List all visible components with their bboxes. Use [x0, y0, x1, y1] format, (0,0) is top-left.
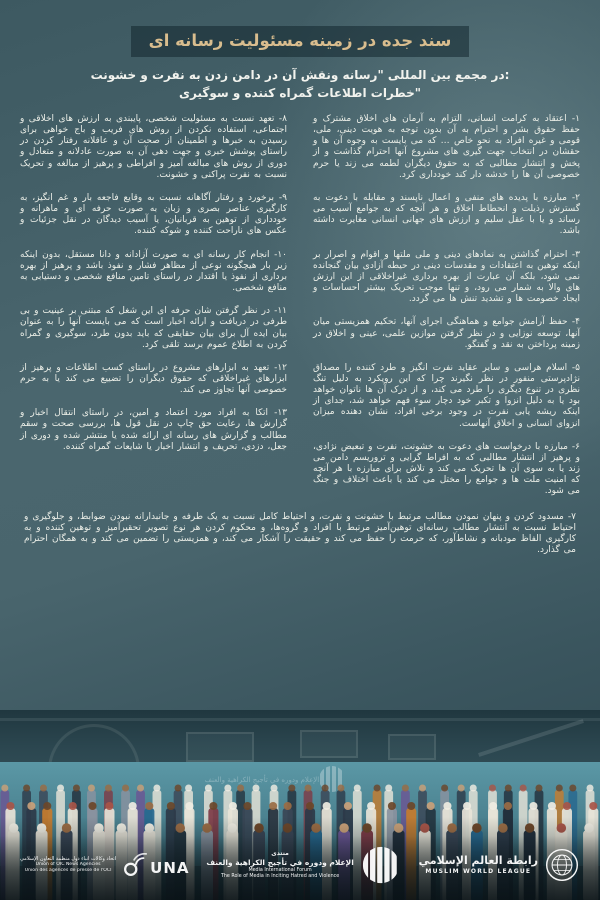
doc-item-2: ۲- مبارزه با پدیده های منفی و اعمال ناپسند و مقابله با دعوت به گسترش رذیلت و انحطاط اخلاق و هر آنچه که به جوامع آسیب می رساند و یا با عقل سلیم و ارزش های جهانی انسانی مغایرت داشته باشد. — [313, 192, 580, 237]
una-logo-block — [20, 853, 190, 877]
column-left-items-8-13 — [20, 114, 287, 510]
mwl-logo-block — [419, 847, 580, 883]
doc-item-9: ۹- برخورد و رفتار آگاهانه نسبت به وقایع فاجعه بار و غم انگیز، به کارگیری عناصر بصری و زبان به صورت حرفه ای و ماهرانه و خودداری از توهین به قربانیان، یا آسیب دیدگان در نقل جزئیات و عکس های ناراحت کننده و شوکه کننده. — [20, 192, 287, 237]
page-subtitle — [0, 66, 600, 102]
doc-item-7: ۷- مسدود کردن و پنهان نمودن مطالب مرتبط با خشونت و نفرت، و احتیاط کامل نسبت به یک طرفه و جانبدارانه نبودن ضوابط، و جلوگیری و احتیاط نسبت به انتشار مطالب رسانه‌ای توهین‌آمیز مرتبط با افراد و گروه‌ها، و محکوم کردن هر نوع تصویر تحقیرآمیز و توهین کننده و به کارگیری الفاظ مودبانه و نشاط‌آور، که حرمت را حفظ می کند و حقیقت را آشکار می کند، و همزیستی را تضمین می کند و به همگان احترام می گذارد. — [24, 511, 576, 555]
doc-item-10: ۱۰- انجام کار رسانه ای به صورت آزادانه و دانا مستقل، بدون اینکه زیر بار هیچگونه نوعی از مظاهر فشار و نفوذ باشد و پرهیز از بهره برداری از نفوذ یا اقتدار در راستای تامین منافع شخصی و دستیابی به منافع شخصی. — [20, 249, 287, 294]
subtitle-line-2: خطرات اطلاعات گمراه کننده و سوگیری" — [178, 86, 422, 100]
doc-item-1: ۱- اعتقاد به کرامت انسانی، التزام به آرمان های اخلاق مشترک و حفظ حقوق بشر و احترام به آن بدون توجه به هویت دینی، ملی، قومی و غیره افراد به نحو خاص … که می بایست به وجوه آن ها و حقشان در انتخاب جهت گیری های مشروع آنها احترام گذاشت و از پخش و انتشار مطالبی که به حقوق دیگران لطمه می زند یا حرم خصوصی آن ها را خدشه دار کند خودداری کرد. — [313, 114, 580, 180]
doc-item-3: ۳- احترام گذاشتن به نمادهای دینی و ملی ملتها و اقوام و اصرار بر اینکه توهین به اعتقادات و مقدسات دینی در حیطه آزادی بیان گنجانده نمی شود، بلکه آن عبارت از بهره برداری غیراخلاقی از این ارزش های والا به شمار می رود، و تنها موجب تحریک بیشتر احساسات و ایجاد خصومت ها و تشدید تنش ها می گردد. — [313, 249, 580, 305]
conference-photo — [0, 710, 600, 900]
forum-english-subtitle: The Role of Media in Inciting Hatred and Violence — [220, 873, 340, 879]
organizer-logos-strip — [0, 836, 600, 900]
doc-item-11: ۱۱- در نظر گرفتن شان حرفه ای این شغل که مبتنی بر عینیت و بی طرفی در دریافت و ارائه اخبار است که می بایست آنها را به عنوان بیان ایده آل برای بیان حقایقی که باید بدون طرد، سوگیری و گمراه کردن به اطلاع عموم برسد تلقی کرد. — [20, 306, 287, 350]
wall-frame — [300, 730, 358, 758]
forum-english-title: Media International Forum — [248, 867, 312, 873]
forum-striped-globe-icon — [360, 844, 402, 886]
doc-item-7-fullwidth — [0, 510, 600, 557]
una-wordmark: UNA — [150, 859, 190, 877]
header — [0, 0, 600, 102]
forum-logo-block — [206, 844, 402, 886]
group-photo — [0, 762, 600, 900]
mwl-english-name: MUSLIM WORLD LEAGUE — [425, 868, 532, 876]
wall-frame — [186, 732, 254, 762]
doc-item-4: ۴- حفظ آرامش جوامع و هماهنگی اجرای آنها، تحکیم همزیستی میان آنها، توسعه نوزایی و در نظر گرفتن موازین علمی، عینی و اخلاق در زمینه پرداختن به نقد و گفتگو. — [313, 317, 580, 350]
doc-item-6: ۶- مبارزه با درخواست های دعوت به خشونت، نفرت و تبعیض نژادی، و پرهیز از انتشار مطالبی که به افراط گرایی و تروریسم دامن می زند یا به سوی آن ها تحریک می کند و تلاش برای مبارزه با هر آنچه که امنیت ملت ها و جوامع را مختل می کند یا باعث اختلاف و جنگ می شود. — [313, 441, 580, 497]
mwl-emblem-icon — [544, 847, 580, 883]
page-title: سند جده در زمینه مسئولیت رسانه ای — [131, 26, 470, 57]
forum-arabic-subtitle: الإعلام ودوره في تأجيج الكراهية والعنف — [206, 857, 354, 867]
column-right-items-1-6 — [313, 114, 580, 510]
hall-interior-image — [0, 710, 600, 762]
doc-item-5: ۵- اسلام هراسی و سایر عقاید نفرت انگیز و طرد کننده را مصداق نژادپرستی منفور در نظر نگیرند چرا که این رویکرد به دلیل تنگ نظری در تنوع دیگری را طرد می کند، و از درک آن ها ناتوان خواهد بود یا به دلیل انزوا و تکبر خود دچار سوء فهم خواهد شد، جدای از اینکه ریشه یابی نفرت در وجود برخی افراد، نشان دهنده میزان انزوای انسانی و اخلاق آنهاست. — [313, 362, 580, 429]
backdrop-banner-text: الإعلام ودوره في تأجيج الكراهية والعنف — [204, 776, 320, 784]
subtitle-line-1: در مجمع بین المللی "رسانه ونقش آن در دامن زدن به نفرت و خشونت: — [90, 68, 510, 82]
wall-frame — [388, 734, 436, 760]
una-logo — [122, 853, 189, 877]
satellite-dish-icon — [122, 853, 148, 877]
una-english-name: Union of OIC News Agencies — [35, 862, 101, 868]
doc-item-8: ۸- تعهد نسبت به مسئولیت شخصی، پایبندی به ارزش های اخلاقی و اجتماعی، استفاده نکردن از روش های فریب و باج خواهی برای رسیدن به خبرها و اطمینان از صحت آن و عاقلانه رفتار کردن در راستای پوشش خبری و جهت دهی آن به صورت عادلانه و متعادل و دوری از روش های مبالغه آمیز و افراطی و پرهیز از مبالغه و تحریک نسبت به نفرت پراکنی و خشونت. — [20, 114, 287, 180]
una-french-name: Union des agences de presse de l'OCI — [24, 868, 112, 874]
stair-railing — [478, 719, 584, 757]
doc-item-12: ۱۲- تعهد به ابزارهای مشروع در راستای کسب اطلاعات و پرهیز از ابزارهای غیراخلاقی که حقوق دیگران را تضییع می کند یا به حرم خصوصی آنها تجاوز می کند. — [20, 362, 287, 396]
mwl-arabic-name: رابطة العالم الإسلامي — [418, 853, 538, 867]
forum-arabic-title: منتدى — [271, 849, 289, 857]
una-arabic-name: اتحاد وكالات أنباء دول منظمة التعاون الإسلامي — [20, 856, 117, 863]
arch-shape — [48, 724, 140, 762]
document-body — [0, 102, 600, 510]
doc-item-13: ۱۳- اتکا به افراد مورد اعتماد و امین، در راستای انتقال اخبار و گزارش ها، رعایت حق چاپ در نقل قول ها، بررسی صحت و سقم مطالب و گزارش های رسانه ای ارائه شده یا منتشر شده و دوری از جعل، دزدی، تحریف و انتشار اخبار یا شایعات گمراه کننده. — [20, 408, 287, 452]
